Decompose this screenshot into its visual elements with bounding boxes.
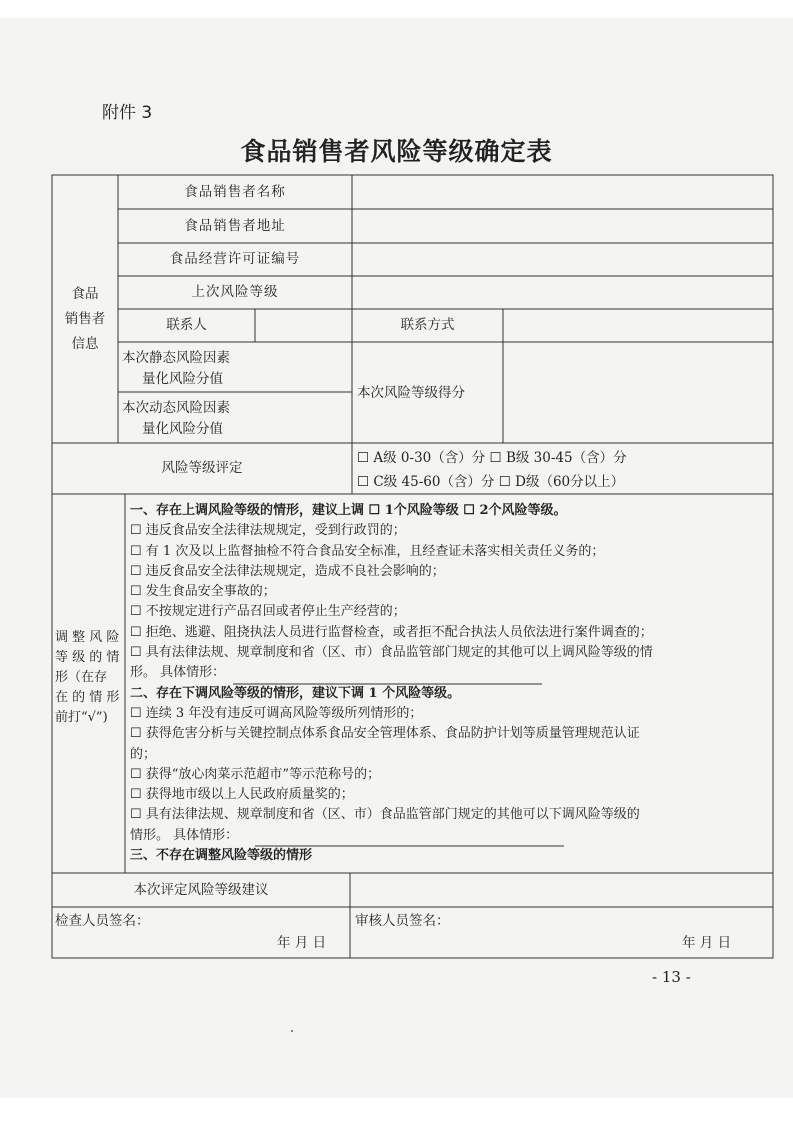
seller-address-label: 食品销售者地址 (184, 218, 286, 234)
adjust-section-line: 前打“√”) (55, 710, 108, 725)
upgrade-item[interactable]: ☐ 违反食品安全法律法规规定，受到行政罚的； (130, 523, 406, 539)
reviewer-date: 年 月 日 (682, 935, 732, 951)
suggestion-label: 本次评定风险等级建议 (133, 882, 269, 898)
upgrade-item[interactable]: ☐ 发生食品安全事故的； (130, 584, 276, 600)
downgrade-heading: 二、存在下调风险等级的情形，建议下调 1 个风险等级。 (130, 685, 461, 701)
downgrade-item: 的； (130, 746, 157, 762)
seller-name-label: 食品销售者名称 (184, 184, 286, 200)
downgrade-item[interactable]: ☐ 获得“放心肉菜示范超市”等示范称号的； (130, 766, 381, 782)
attachment-label: 附件 3 (102, 103, 153, 123)
contact-method-label: 联系方式 (400, 317, 455, 333)
downgrade-item[interactable]: ☐ 获得危害分析与关键控制点体系食品安全管理体系、食品防护计划等质量管理规范认证 (130, 726, 640, 742)
paper-sheet (0, 18, 793, 1098)
last-risk-level-label: 上次风险等级 (191, 284, 279, 300)
no-adjust-heading[interactable]: 三、不存在调整风险等级的情形 (130, 848, 313, 864)
upgrade-item[interactable]: ☐ 违反食品安全法律法规规定，造成不良社会影响的； (130, 563, 445, 579)
scan-speck (291, 1030, 293, 1032)
static-score-line: 本次静态风险因素 (122, 350, 230, 366)
downgrade-item[interactable]: ☐ 具有法律法规、规章制度和省（区、市）食品监管部门规定的其他可以下调风险等级的 (130, 807, 640, 823)
downgrade-item[interactable]: ☐ 获得地市级以上人民政府质量奖的； (130, 787, 354, 803)
adjust-section-line: 等 级 的 情 (55, 650, 120, 665)
upgrade-item: 形。 具体情形： (130, 665, 226, 681)
risk-rating-label: 风险等级评定 (161, 460, 243, 476)
static-score-line: 量化风险分值 (142, 371, 223, 387)
inspector-date: 年 月 日 (277, 935, 327, 951)
contact-person-label: 联系人 (166, 317, 207, 333)
license-number-label: 食品经营许可证编号 (169, 251, 301, 267)
info-section-line: 销售者 (64, 311, 106, 327)
dynamic-score-line: 量化风险分值 (142, 421, 223, 437)
upgrade-heading[interactable]: 一、存在上调风险等级的情形，建议上调 ☐ 1个风险等级 ☐ 2个风险等级。 (130, 503, 567, 518)
dynamic-score-line: 本次动态风险因素 (122, 400, 230, 416)
upgrade-item[interactable]: ☐ 拒绝、逃避、阻挠执法人员进行监督检查，或者拒不配合执法人员依法进行案件调查的； (130, 624, 653, 640)
downgrade-item[interactable]: ☐ 连续 3 年没有违反可调高风险等级所列情形的； (130, 705, 423, 721)
rating-options-line-2[interactable]: ☐ C级 45-60（含）分 ☐ D级（60分以上） (357, 474, 625, 490)
adjust-section-line: 在 的 情 形 (55, 690, 120, 705)
upgrade-item[interactable]: ☐ 有 1 次及以上监督抽检不符合食品安全标准，且经查证未落实相关责任义务的； (130, 543, 605, 559)
info-section-line: 食品 (71, 286, 99, 302)
document-title: 食品销售者风险等级确定表 (240, 137, 553, 166)
downgrade-item: 情形。 具体情形： (130, 827, 239, 843)
adjust-section-line: 形（在存 (55, 670, 108, 685)
info-section-line: 信息 (71, 336, 99, 352)
reviewer-signature-label: 审核人员签名： (355, 913, 450, 929)
page-number: - 13 - (652, 968, 691, 986)
risk-score-label: 本次风险等级得分 (357, 385, 465, 401)
upgrade-item[interactable]: ☐ 具有法律法规、规章制度和省（区、市）食品监管部门规定的其他可以上调风险等级的情 (130, 645, 653, 661)
adjust-section-line: 调 整 风 险 (55, 630, 120, 645)
inspector-signature-label: 检查人员签名： (55, 913, 150, 929)
rating-options-line-1[interactable]: ☐ A级 0-30（含）分 ☐ B级 30-45（含）分 (357, 450, 627, 466)
upgrade-item[interactable]: ☐ 不按规定进行产品召回或者停止生产经营的； (130, 604, 406, 620)
